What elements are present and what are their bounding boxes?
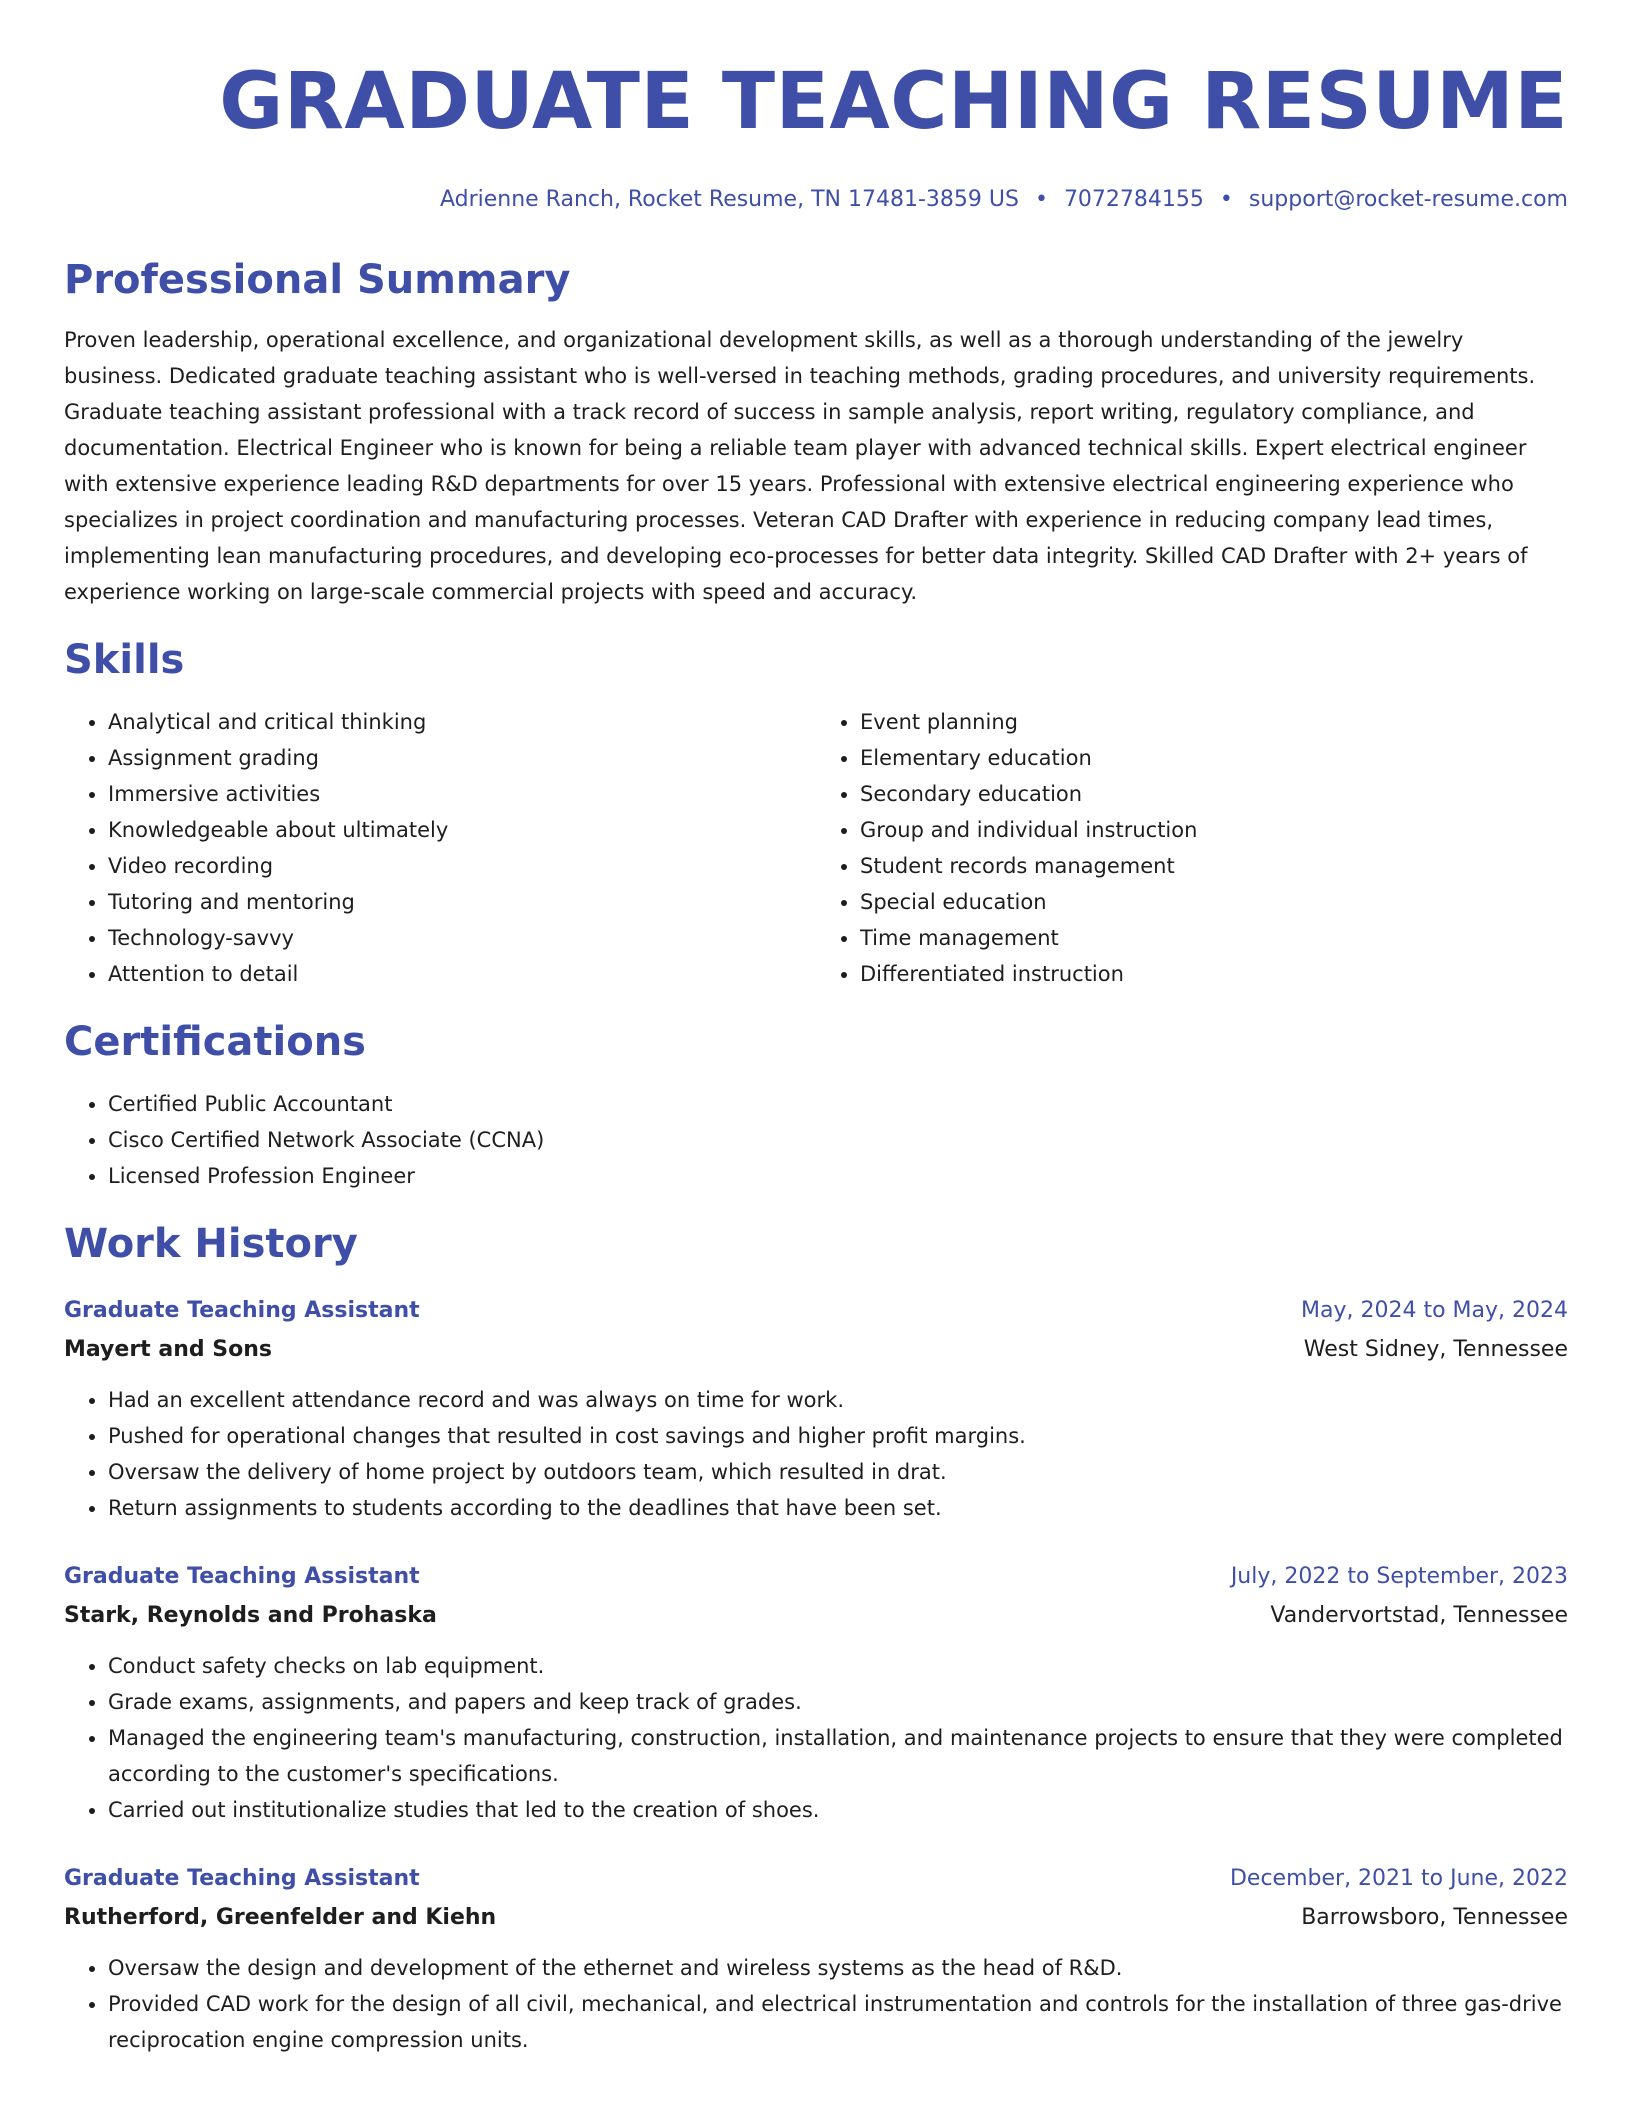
skills-columns — [64, 704, 1568, 992]
skill-item: • Secondary education — [860, 776, 1568, 812]
contact-phone: 7072784155 — [1063, 187, 1204, 212]
skill-item: • Tutoring and mentoring — [108, 884, 816, 920]
certifications-heading: Certifications — [64, 1019, 366, 1065]
job-title: Graduate Teaching Assistant — [64, 1564, 420, 1589]
job-company: Rutherford, Greenfelder and Kiehn — [64, 1905, 497, 1930]
skill-item: • Analytical and critical thinking — [108, 704, 816, 740]
work-history-heading: Work History — [64, 1221, 358, 1267]
contact-separator: • — [1219, 187, 1233, 212]
contact-email: support@rocket-resume.com — [1248, 187, 1568, 212]
skill-item: • Knowledgeable about ultimately — [108, 812, 816, 848]
summary-text: Proven leadership, operational excellence, and organizational development skills, as well as a thorough understanding of the jewelry business. Dedicated graduate teaching assistant who is well-versed in teaching methods, grading procedures, and university requirements. Graduate teaching assistant professional with a track record of success in sample analysis, report writing, regulatory compliance, and documentation. Electrical Engineer who is known for being a reliable team player with advanced technical skills. Expert electrical engineer with extensive experience leading R&D departments for over 15 years. Professional with extensive electrical engineering experience who specializes in project coordination and manufacturing processes. Veteran CAD Drafter with experience in reducing company lead times, implementing lean manufacturing procedures, and developing eco-processes for better data integrity. Skilled CAD Drafter with 2+ years of experience working on large-scale commercial projects with speed and accuracy. — [64, 328, 1536, 604]
job-bullet: • Carried out institutionalize studies that led to the creation of shoes. — [108, 1792, 1568, 1828]
skill-item: • Elementary education — [860, 740, 1568, 776]
job-entry — [64, 1558, 1568, 1828]
certifications-list — [64, 1086, 1568, 1194]
skill-item: • Group and individual instruction — [860, 812, 1568, 848]
job-header-row — [64, 1860, 1568, 1898]
job-bullet: • Oversaw the delivery of home project by outdoors team, which resulted in drat. — [108, 1454, 1568, 1490]
resume-title: GRADUATE TEACHING RESUME — [219, 57, 1568, 147]
certification-item: • Certified Public Accountant — [108, 1086, 1568, 1122]
contact-separator: • — [1034, 187, 1048, 212]
job-company-row — [64, 1330, 1568, 1370]
job-header-row — [64, 1292, 1568, 1330]
skill-item: • Differentiated instruction — [860, 956, 1568, 992]
skill-item: • Time management — [860, 920, 1568, 956]
certification-item: • Licensed Profession Engineer — [108, 1158, 1568, 1194]
certification-item: • Cisco Certified Network Associate (CCNA) — [108, 1122, 1568, 1158]
job-bullet: • Pushed for operational changes that resulted in cost savings and higher profit margins. — [108, 1418, 1568, 1454]
resume-header — [64, 0, 1568, 214]
job-location: Barrowsboro, Tennessee — [1301, 1905, 1568, 1930]
summary-heading: Professional Summary — [64, 257, 571, 303]
job-bullet: • Conduct safety checks on lab equipment. — [108, 1648, 1568, 1684]
skill-item: • Technology-savvy — [108, 920, 816, 956]
job-company-row — [64, 1898, 1568, 1938]
skill-item: • Event planning — [860, 704, 1568, 740]
job-header-row — [64, 1558, 1568, 1596]
job-dates: December, 2021 to June, 2022 — [1229, 1866, 1568, 1891]
skill-item: • Video recording — [108, 848, 816, 884]
job-company-row — [64, 1596, 1568, 1636]
job-bullet: • Grade exams, assignments, and papers and keep track of grades. — [108, 1684, 1568, 1720]
contact-address: Adrienne Ranch, Rocket Resume, TN 17481-3859 US — [439, 187, 1019, 212]
skill-item: • Special education — [860, 884, 1568, 920]
job-bullet: • Provided CAD work for the design of all civil, mechanical, and electrical instrumentation and controls for the installation of three gas-drive reciprocation engine compression units. — [108, 1986, 1568, 2058]
skill-item: • Student records management — [860, 848, 1568, 884]
skill-item: • Attention to detail — [108, 956, 816, 992]
job-bullets — [64, 1950, 1568, 2058]
skill-item: • Immersive activities — [108, 776, 816, 812]
contact-line — [64, 186, 1568, 214]
job-title: Graduate Teaching Assistant — [64, 1298, 420, 1323]
skills-heading: Skills — [64, 637, 185, 683]
job-company: Stark, Reynolds and Prohaska — [64, 1603, 437, 1628]
job-location: West Sidney, Tennessee — [1303, 1337, 1568, 1362]
job-bullets — [64, 1382, 1568, 1526]
job-bullet: • Oversaw the design and development of the ethernet and wireless systems as the head of R&D. — [108, 1950, 1568, 1986]
job-entry — [64, 1292, 1568, 1526]
job-dates: May, 2024 to May, 2024 — [1301, 1298, 1568, 1323]
job-bullets — [64, 1648, 1568, 1828]
job-entry — [64, 1860, 1568, 2058]
job-location: Vandervortstad, Tennessee — [1270, 1603, 1568, 1628]
job-bullet: • Return assignments to students according to the deadlines that have been set. — [108, 1490, 1568, 1526]
job-title: Graduate Teaching Assistant — [64, 1866, 420, 1891]
skills-list-right — [816, 704, 1568, 992]
job-bullet: • Had an excellent attendance record and was always on time for work. — [108, 1382, 1568, 1418]
skills-list-left — [64, 704, 816, 992]
job-dates: July, 2022 to September, 2023 — [1230, 1564, 1568, 1589]
job-company: Mayert and Sons — [64, 1337, 272, 1362]
job-bullet: • Managed the engineering team's manufacturing, construction, installation, and maintenance projects to ensure that they were completed according to the customer's specifications. — [108, 1720, 1568, 1792]
skill-item: • Assignment grading — [108, 740, 816, 776]
